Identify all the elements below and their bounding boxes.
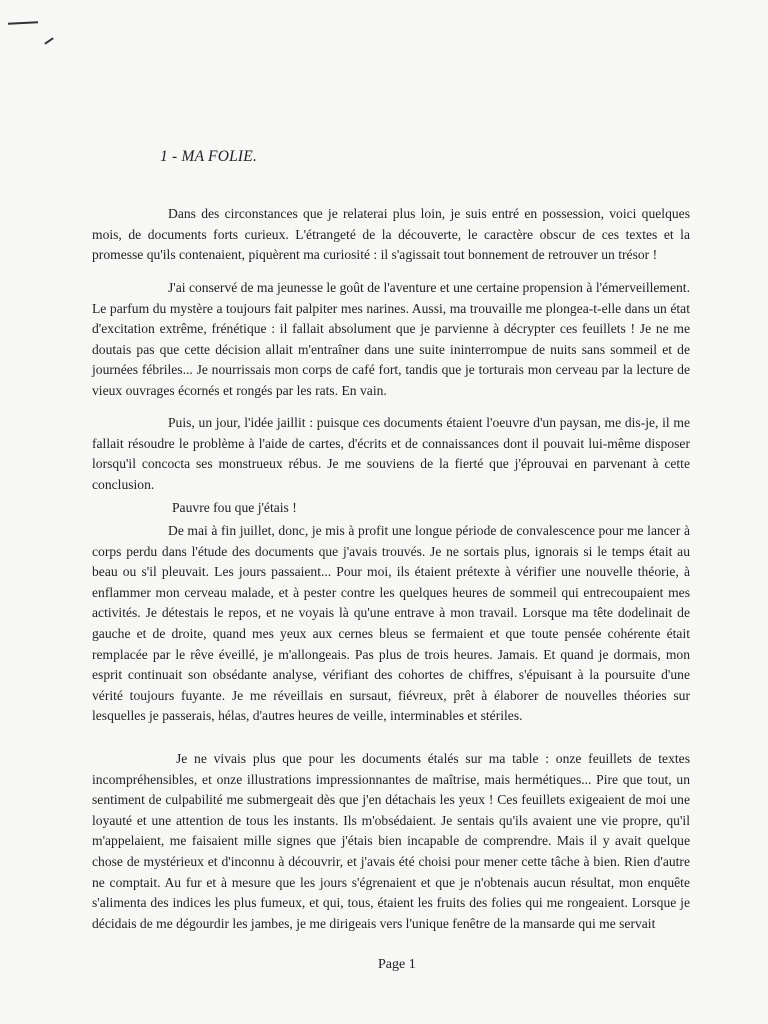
paragraph-6: Je ne vivais plus que pour les documents étalés sur ma table : onze feuillets de textes incompréhensibles, et onze illustrations impressionnantes de maîtrise, mais hermétiques... Pire que tout, un sentiment de culpabilité me submergeait dès que j'en détachais les yeux ! Ces feuillets exigeaient de moi une loyauté et une attention de tous les instants. Ils m'obsédaient. Je sentais qu'ils avaient une vie propre, qu'il m'appelaient, me faisaient mille signes que j'étais bien incapable de comprendre. Mais il y avait quelque chose de mystérieux et d'inconnu à découvrir, et j'avais été choisi pour mener cette tâche à bien. Rien d'autre ne comptait. Au fur et à mesure que les jours s'égrenaient et que je n'obtenais aucun résultat, mon enquête s'alimenta des indices les plus fumeux, et qui, tous, étaient les fruits des folies qui me rongeaient. Lorsque je décidais de me dégourdir les jambes, je me dirigeais vers l'unique fenêtre de la mansarde qui me servait <box>92 751 690 931</box>
scan-mark <box>8 21 38 25</box>
paragraph-4: Pauvre fou que j'étais ! <box>172 500 297 515</box>
paragraph-1: Dans des circonstances que je relaterai plus loin, je suis entré en possession, voici quelques mois, de documents forts curieux. L'étrangeté de la découverte, le caractère obscur de ces textes et la promesse qu'ils contenaient, piquèrent ma curiosité : il s'agissait tout bonnement de retrouver un trésor ! <box>92 206 690 263</box>
paragraph-3: Puis, un jour, l'idée jaillit : puisque ces documents étaient l'oeuvre d'un paysan, me dis-je, il me fallait résoudre le problème à l'aide de cartes, d'écrits et de connaissances dont il pouvait lui-même disposer lorsqu'il concocta ses monstrueux rébus. Je me souviens de la fierté que j'éprouvai en parvenant à cette conclusion. <box>92 415 690 492</box>
scan-mark <box>44 37 53 44</box>
page-number: Page 1 <box>378 957 416 972</box>
paragraph-2: J'ai conservé de ma jeunesse le goût de l'aventure et une certaine propension à l'émerveillement. Le parfum du mystère a toujours fait palpiter mes narines. Aussi, ma trouvaille me plongea-t-elle dans un état d'excitation extrême, frénétique : il fallait absolument que je parvienne à décrypter ces feuillets ! Je ne me doutais pas que cette décision allait m'entraîner dans une suite ininterrompue de nuits sans sommeil et de journées fébriles... Je nourrissais mon corps de café fort, tandis que je torturais mon cerveau par la lecture de vieux ouvrages écornés et rongés par les rats. En vain. <box>92 280 690 398</box>
paragraph-5: De mai à fin juillet, donc, je mis à profit une longue période de convalescence pour me lancer à corps perdu dans l'étude des documents que j'avais trouvés. Je ne sortais plus, ignorais si le temps était au beau ou s'il pleuvait. Les jours passaient... Pour moi, ils étaient prétexte à vérifier une nouvelle théorie, à enflammer mon cerveau malade, et à pester contre les quelques heures de sommeil qui entrecoupaient mes activités. Je détestais le repos, et ne voyais là qu'une entrave à mon travail. Lorsque ma tête dodelinait de gauche et de droite, quand mes yeux aux cernes bleus se fermaient et que toute pensée cohérente était remplacée par le rêve éveillé, je m'allongeais. Pas plus de trois heures. Jamais. Et quand je dormais, mon esprit continuait son obsédante analyse, vérifiant des cohortes de chiffres, s'épuisant à la poursuite d'une vérité toujours fuyante. Je me réveillais en sursaut, fiévreux, prêt à élaborer de nouvelles théories sur lesquelles je passerais, hélas, d'autres heures de veille, interminables et stériles. <box>92 523 690 724</box>
chapter-title: 1 - MA FOLIE. <box>160 148 258 165</box>
